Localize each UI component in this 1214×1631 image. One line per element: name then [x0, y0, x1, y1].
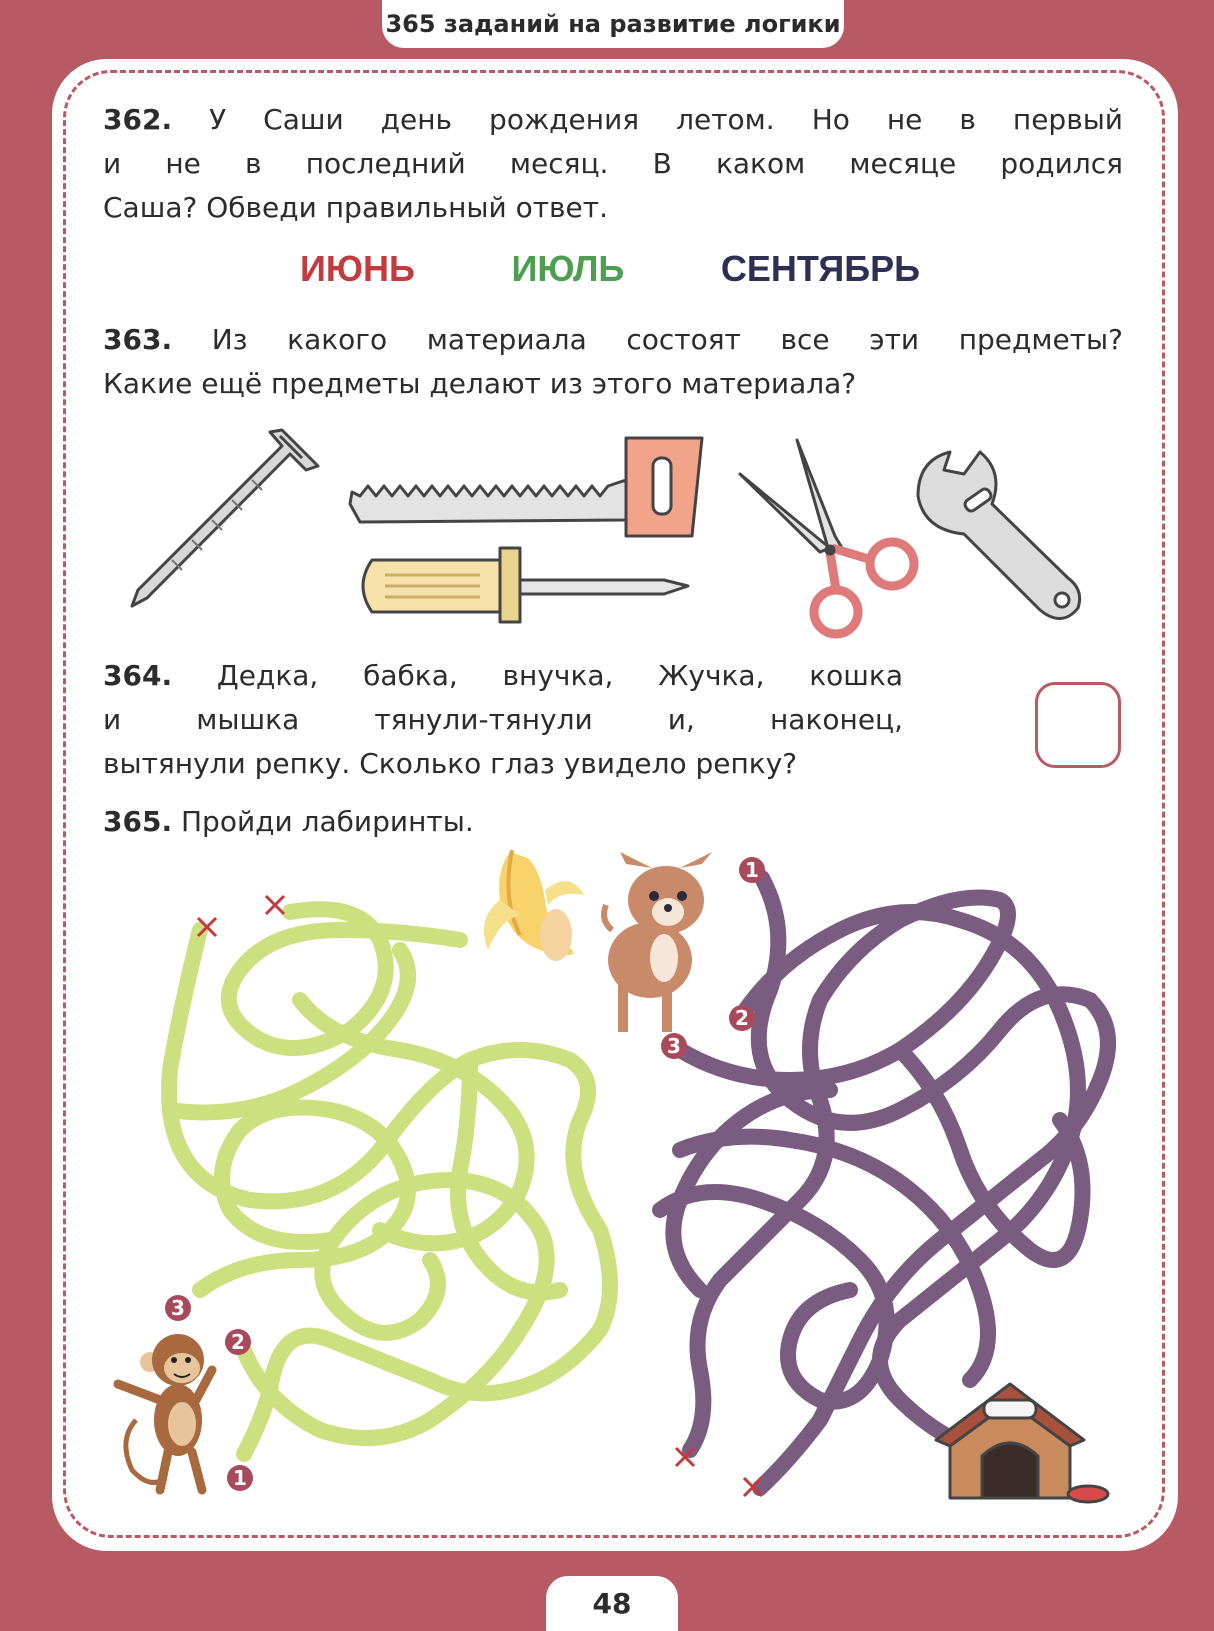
- dog-icon: [604, 852, 712, 1032]
- task-363: 363. Из какого материала состоят все эти предметы? Какие ещё предметы делают из этого материала?: [103, 323, 1123, 400]
- doghouse-icon: [936, 1384, 1108, 1502]
- svg-text:1: 1: [233, 1466, 247, 1490]
- task-number: 364.: [103, 659, 173, 692]
- scissors-icon: [740, 440, 914, 634]
- saw-icon: [350, 438, 702, 536]
- task-362: 362. У Саши день рождения летом. Но не в первый и не в последний месяц. В каком месяце родился Саша? Обведи правильный ответ.: [103, 103, 1124, 224]
- right-maze-marks: [676, 1448, 762, 1496]
- answer-june[interactable]: ИЮНЬ: [300, 248, 415, 289]
- task-365: 365. Пройди лабиринты.: [103, 805, 474, 838]
- task-number: 362.: [103, 103, 173, 136]
- task-number: 363.: [103, 323, 173, 356]
- svg-text:1: 1: [745, 858, 759, 882]
- banana-icon: [484, 850, 584, 961]
- svg-text:3: 3: [171, 1296, 185, 1320]
- answer-september[interactable]: СЕНТЯБРЬ: [720, 248, 920, 289]
- wrench-icon: [918, 452, 1080, 619]
- page-number: 48: [546, 1576, 678, 1631]
- svg-text:2: 2: [231, 1330, 245, 1354]
- book-title: 365 заданий на развитие логики: [382, 0, 844, 48]
- svg-text:2: 2: [735, 1006, 749, 1030]
- left-maze-marks: [198, 896, 284, 936]
- task-number: 365.: [103, 805, 173, 838]
- nail-icon: [132, 430, 318, 606]
- svg-text:3: 3: [667, 1034, 681, 1058]
- answer-july[interactable]: ИЮЛЬ: [511, 248, 625, 289]
- left-maze[interactable]: [169, 909, 610, 1454]
- right-maze[interactable]: [660, 878, 1108, 1488]
- screwdriver-icon: [363, 548, 688, 622]
- task-364: 364. Дедка, бабка, внучка, Жучка, кошка и мышка тянули-тянули и, наконец, вытянули репку. Сколько глаз увидело репку?: [103, 659, 903, 780]
- monkey-icon: [118, 1334, 212, 1490]
